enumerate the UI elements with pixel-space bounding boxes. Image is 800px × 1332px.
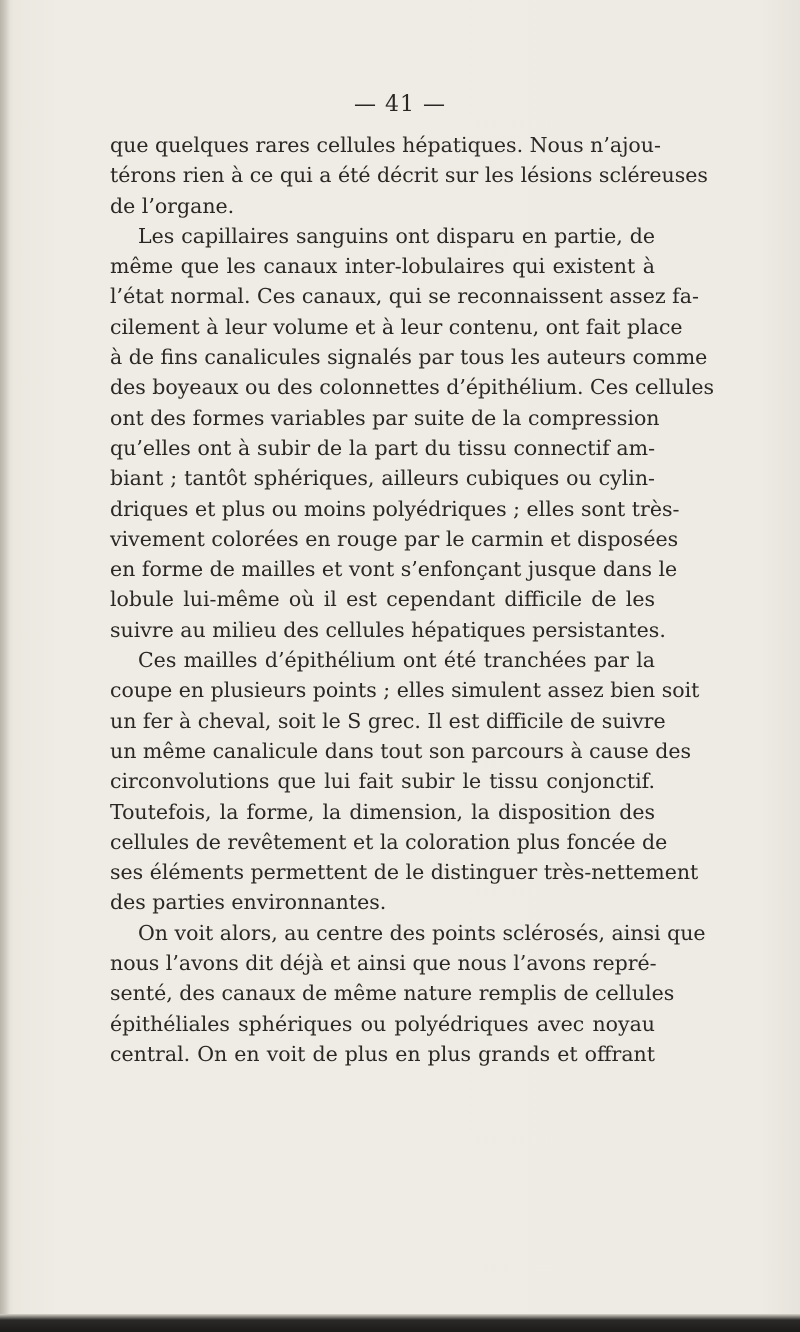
binding-shadow [0, 0, 10, 1332]
text-line: qu’elles ont à subir de la part du tissu connectif am- [110, 435, 655, 460]
text-line: senté, des canaux de même nature remplis de cellules [110, 981, 675, 1006]
text-line: cilement à leur volume et à leur contenu, ont fait place [110, 314, 683, 339]
text-line: à de fins canalicules signalés par tous les auteurs comme [110, 345, 708, 370]
page-bottom-edge [0, 1314, 800, 1332]
text-line: circonvolutions que lui fait subir le tissu conjonctif. [110, 769, 655, 794]
text-line: des boyeaux ou des colonnettes d’épithélium. Ces cellules [110, 375, 715, 400]
text-line: que quelques rares cellules hépatiques. Nous n’ajou- [110, 133, 661, 157]
text-line: Toutefois, la forme, la dimension, la disposition des [110, 799, 655, 824]
text-line: cellules de revêtement et la coloration plus foncée de [110, 829, 668, 854]
page-number: — 41 — [354, 92, 446, 117]
text-line: Ces mailles d’épithélium ont été tranchées par la [138, 648, 655, 673]
text-line: suivre au milieu des cellules hépatiques persistantes. [110, 617, 666, 642]
text-line: l’état normal. Ces canaux, qui se reconnaissent assez fa- [110, 284, 699, 309]
body-text [110, 130, 715, 1069]
text-line: un fer à cheval, soit le S grec. Il est difficile de suivre [110, 708, 666, 733]
text-line: lobule lui-même où il est cependant difficile de les [110, 587, 655, 612]
text-line: Les capillaires sanguins ont disparu en partie, de [138, 223, 655, 248]
text-line: en forme de mailles et vont s’enfonçant jusque dans le [110, 557, 678, 582]
text-line: des parties environnantes. [110, 890, 387, 915]
text-line: vivement colorées en rouge par le carmin et disposées [110, 526, 679, 551]
text-line: central. On en voit de plus en plus grands et offrant [110, 1041, 655, 1066]
text-line: ses éléments permettent de le distinguer très-nettement [110, 860, 699, 885]
text-line: même que les canaux inter-lobulaires qui existent à [110, 254, 655, 279]
text-line: driques et plus ou moins polyédriques ; elles sont très- [110, 496, 680, 521]
text-line: de l’organe. [110, 193, 235, 218]
text-line: biant ; tantôt sphériques, ailleurs cubiques ou cylin- [110, 466, 655, 491]
text-line: térons rien à ce qui a été décrit sur les lésions scléreuses [110, 163, 708, 188]
text-line: nous l’avons dit déjà et ainsi que nous l’avons repré- [110, 951, 657, 976]
text-line: coupe en plusieurs points ; elles simulent assez bien soit [110, 678, 700, 703]
text-line: épithéliales sphériques ou polyédriques avec noyau [110, 1011, 655, 1036]
text-line: ont des formes variables par suite de la compression [110, 405, 660, 430]
text-line: On voit alors, au centre des points sclérosés, ainsi que [138, 920, 706, 945]
text-line: un même canalicule dans tout son parcours à cause des [110, 738, 692, 763]
